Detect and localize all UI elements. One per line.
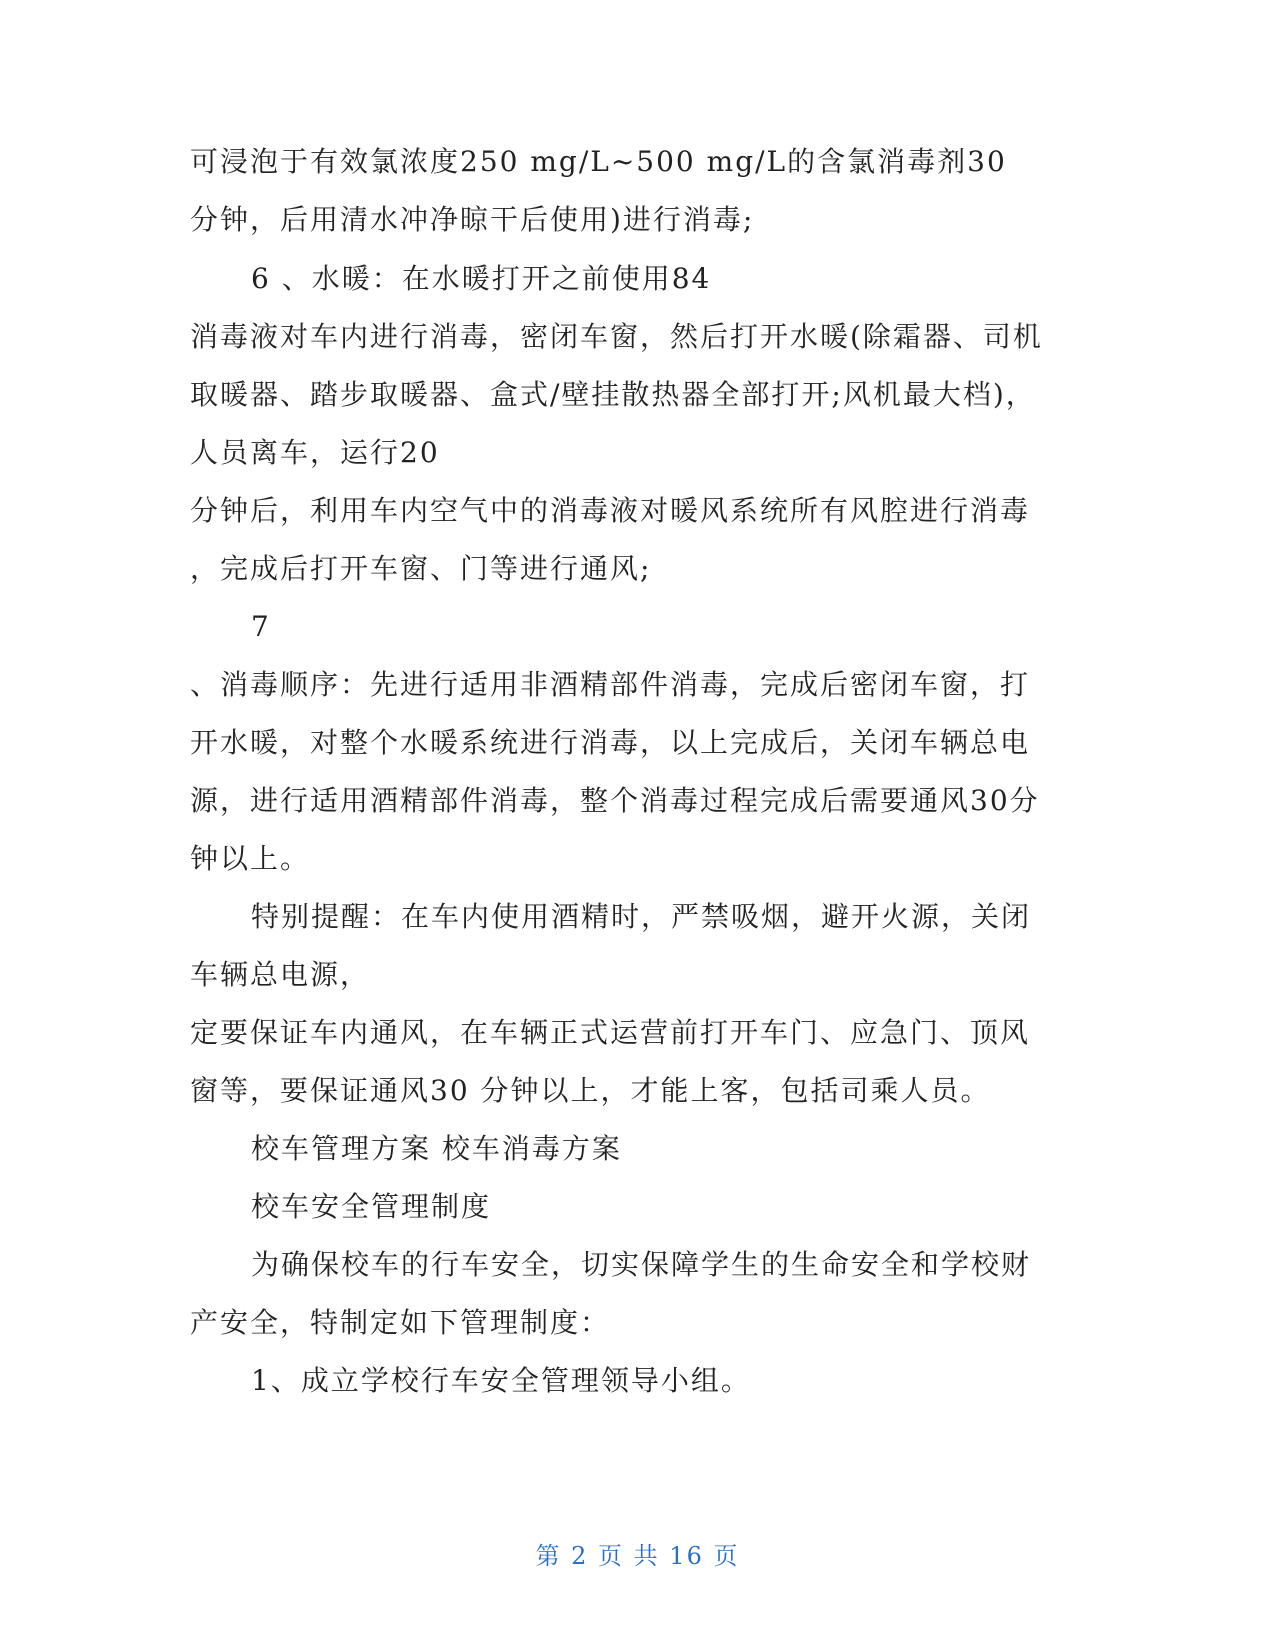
text-line: 产安全，特制定如下管理制度： [190, 1306, 611, 1339]
text-line: 消毒液对车内进行消毒，密闭车窗，然后打开水暖(除霜器、司机 [190, 320, 1043, 353]
text-line: ，完成后打开车窗、门等进行通风; [190, 552, 652, 585]
text-line: 为确保校车的行车安全，切实保障学生的生命安全和学校财 [251, 1248, 1032, 1281]
text-line: 、消毒顺序：先进行适用非酒精部件消毒，完成后密闭车窗，打 [190, 668, 1031, 701]
text-line: 分钟后，利用车内空气中的消毒液对暖风系统所有风腔进行消毒 [190, 494, 1031, 527]
text-line: 7 [251, 610, 271, 643]
section-heading: 校车安全管理制度 [251, 1190, 492, 1223]
text-line: 人员离车，运行20 [190, 436, 440, 469]
text-line: 特别提醒：在车内使用酒精时，严禁吸烟，避开火源，关闭 [251, 900, 1032, 933]
text-line: 6 、水暖：在水暖打开之前使用84 [251, 262, 712, 295]
text-line: 车辆总电源， [190, 958, 371, 991]
page-number-footer: 第 2 页 共 16 页 [535, 1542, 740, 1570]
text-line: 分钟，后用清水冲净晾干后使用)进行消毒; [190, 203, 755, 236]
section-heading: 校车管理方案 校车消毒方案 [251, 1132, 622, 1165]
text-line: 源，进行适用酒精部件消毒，整个消毒过程完成后需要通风30分 [190, 784, 1040, 817]
text-line: 开水暖，对整个水暖系统进行消毒，以上完成后，关闭车辆总电 [190, 726, 1031, 759]
text-line: 钟以上。 [190, 842, 311, 875]
text-line: 定要保证车内通风，在车辆正式运营前打开车门、应急门、顶风 [190, 1016, 1031, 1049]
text-line: 可浸泡于有效氯浓度250 mg/L~500 mg/L的含氯消毒剂30 [190, 145, 1007, 178]
text-line: 窗等，要保证通风30 分钟以上，才能上客，包括司乘人员。 [190, 1074, 991, 1107]
text-line: 1、成立学校行车安全管理领导小组。 [251, 1364, 751, 1397]
text-line: 取暖器、踏步取暖器、盒式/壁挂散热器全部打开;风机最大档)， [190, 378, 1036, 411]
